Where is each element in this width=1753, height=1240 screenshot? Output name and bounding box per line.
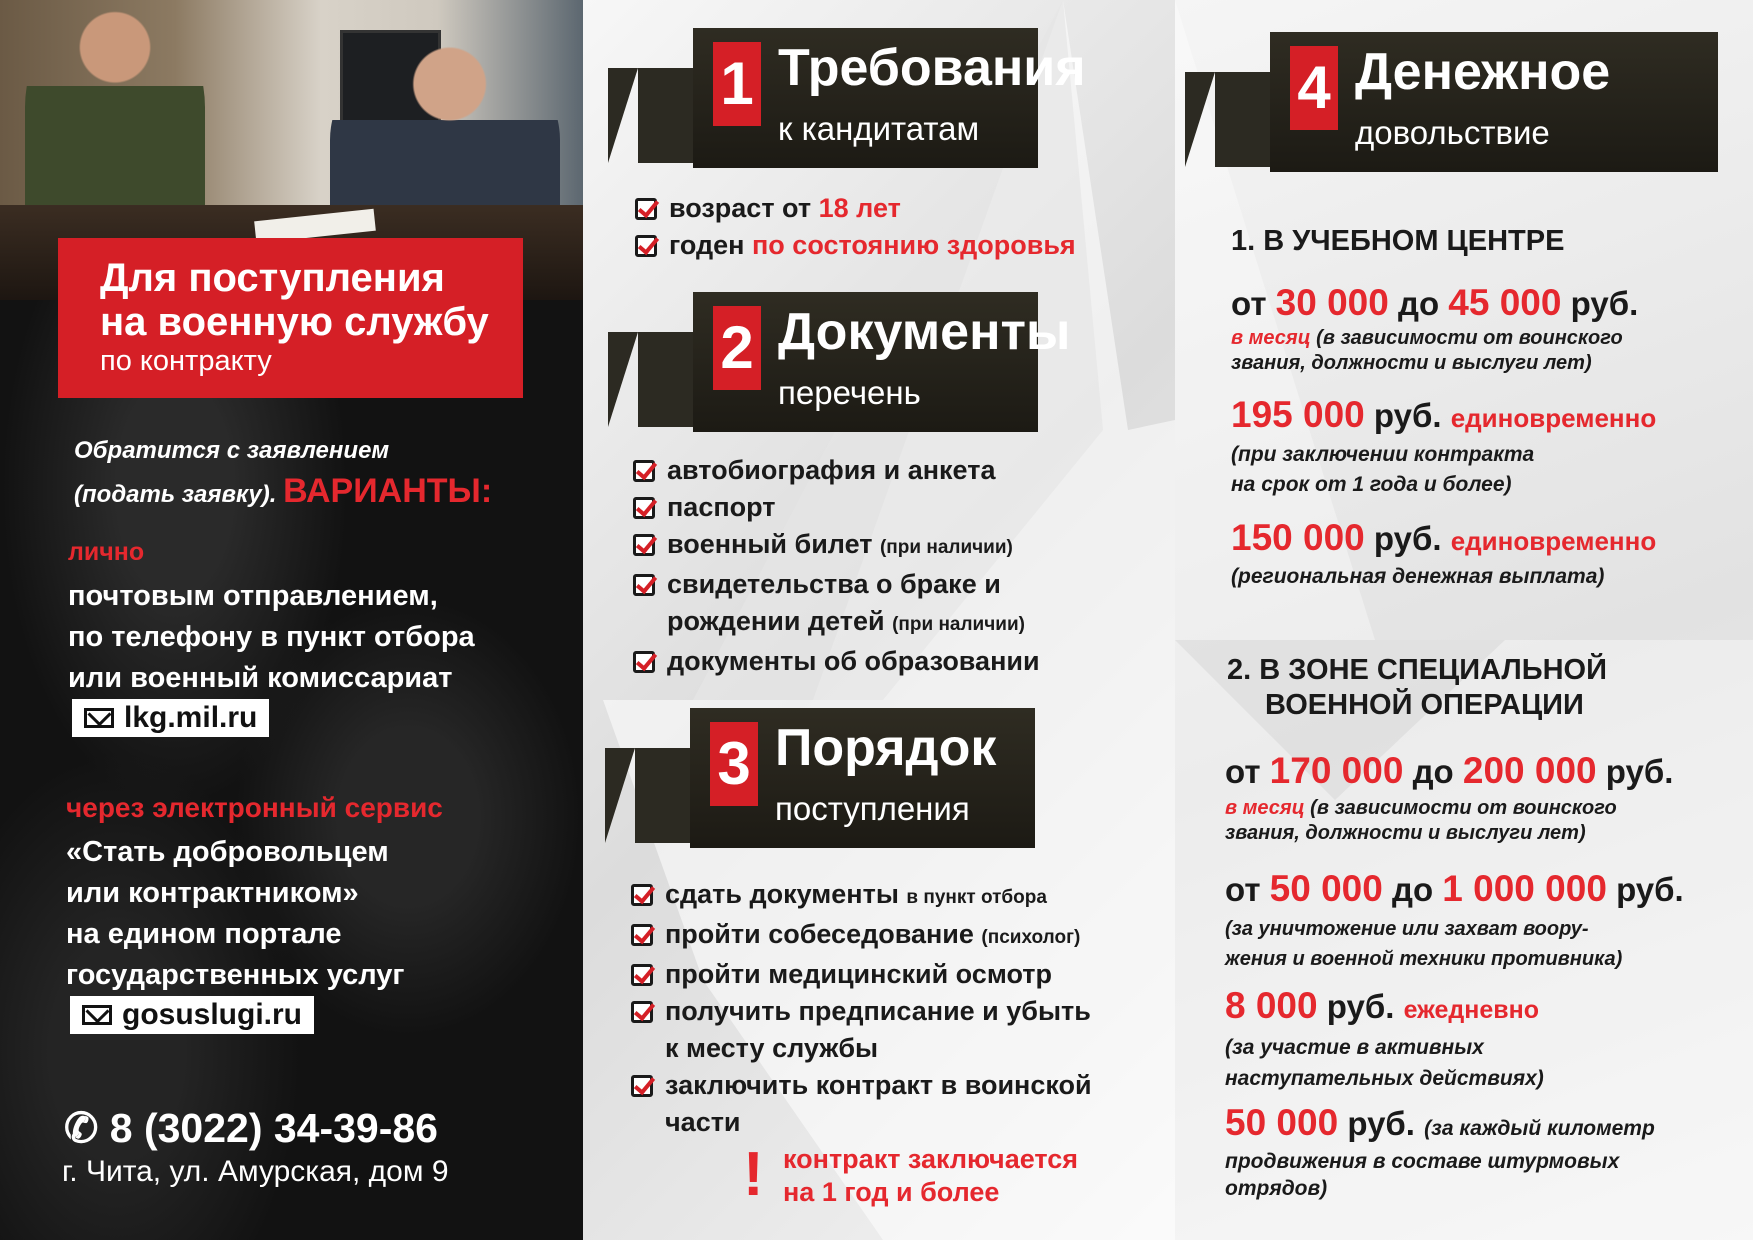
post-line: почтовым отправлением, (68, 580, 438, 612)
link-lkg[interactable] (72, 699, 269, 737)
right-panel (1175, 0, 1753, 1240)
pay-note-4: в месяц (в зависимости от воинского звания, должности и выслуги лет) (1225, 797, 1617, 844)
phone-line[interactable] (64, 1104, 438, 1152)
link-gosuslugi-text[interactable]: gosuslugi.ru (122, 998, 302, 1031)
section-subtitle: перечень (778, 374, 921, 411)
checkbox-icon (631, 1001, 653, 1023)
pay-daily: 8 000 руб. ежедневно (1225, 985, 1540, 1026)
link-gosuslugi[interactable] (70, 996, 314, 1034)
appeal-line2: (подать заявку). (74, 481, 277, 508)
section-title: Порядок (775, 719, 997, 777)
list-item: свидетельства о браке и рождении детей (при наличии) (633, 566, 1053, 643)
post-line: или военный комиссариат (68, 662, 453, 694)
phone-number[interactable]: 8 (3022) 34-39-86 (109, 1105, 438, 1151)
section-title: Денежное (1355, 43, 1611, 101)
ribbon-banner (58, 238, 523, 398)
list-item: паспорт (633, 489, 1053, 526)
ribbon-sub: по контракту (100, 345, 272, 377)
documents-list (633, 452, 1053, 680)
list-item: военный билет (при наличии) (633, 526, 1053, 566)
checkbox-icon (633, 497, 655, 519)
checkbox-icon (633, 534, 655, 556)
mail-icon (82, 1005, 112, 1025)
checkbox-icon (631, 1075, 653, 1097)
list-item: годен по состоянию здоровья (635, 227, 1165, 264)
requirements-list (635, 190, 1165, 264)
ribbon-line2: на военную службу (100, 300, 489, 344)
pay-note-1: в месяц (в зависимости от воинского звания, должности и выслуги лет) (1231, 327, 1623, 374)
list-item: автобиография и анкета (633, 452, 1053, 489)
service-block (66, 832, 404, 996)
pay-km: 50 000 руб. (за каждый километр (1225, 1102, 1655, 1143)
header-pay (1215, 32, 1718, 172)
list-item: документы об образовании (633, 643, 1053, 680)
pay-section-2: 2. В ЗОНЕ СПЕЦИАЛЬНОЙ ВОЕННОЙ ОПЕРАЦИИ (1227, 654, 1607, 721)
pay-range-1: от 30 000 до 45 000 руб. (1231, 282, 1639, 323)
list-item: пройти медицинский осмотр (631, 956, 1101, 993)
section-number: 2 (713, 306, 761, 390)
order-list (631, 876, 1101, 1141)
section-subtitle: к кандитатам (778, 110, 980, 147)
header-order (635, 708, 1035, 848)
appeal-line2-wrap (74, 472, 492, 511)
order-note: контракт заключается на 1 год и более (783, 1144, 1079, 1207)
pay-note-3: (региональная денежная выплата) (1231, 565, 1605, 588)
header-documents (638, 292, 1071, 432)
checkbox-icon (631, 924, 653, 946)
pay-section-1: 1. В УЧЕБНОМ ЦЕНТРЕ (1231, 225, 1565, 257)
section-number: 3 (710, 722, 758, 806)
ribbon-line1: Для поступления (100, 256, 445, 300)
left-panel (0, 0, 583, 1240)
list-item: получить предписание и убыть к месту службы (631, 993, 1101, 1067)
checkbox-icon (633, 460, 655, 482)
pay-lump-2: 150 000 руб. единовременно (1231, 517, 1657, 558)
pay-note-7: продвижения в составе штурмовых отрядов) (1225, 1150, 1620, 1200)
service-line: государственных услуг (66, 959, 405, 991)
link-lkg-text[interactable]: lkg.mil.ru (124, 701, 258, 734)
post-line: по телефону в пункт отбора (68, 621, 475, 653)
checkbox-icon (631, 964, 653, 986)
phone-icon: ✆ (64, 1105, 99, 1151)
post-block (68, 576, 475, 699)
soldier-figure (25, 0, 205, 215)
service-line: или контрактником» (66, 877, 359, 909)
pay-range-3: от 50 000 до 1 000 000 руб. (1225, 868, 1684, 909)
checkbox-icon (631, 884, 653, 906)
personally-label: лично (68, 538, 145, 566)
pay-lump-1: 195 000 руб. единовременно (1231, 394, 1657, 435)
list-item: возраст от 18 лет (635, 190, 1165, 227)
list-item: сдать документы в пункт отбора (631, 876, 1101, 916)
checkbox-icon (633, 574, 655, 596)
list-item: пройти собеседование (психолог) (631, 916, 1101, 956)
electronic-label: через электронный сервис (66, 792, 443, 823)
variants-label: ВАРИАНТЫ: (283, 472, 493, 510)
header-requirements (638, 28, 1086, 168)
service-line: «Стать добровольцем (66, 836, 389, 868)
section-number: 4 (1290, 46, 1338, 130)
service-line: на едином портале (66, 918, 342, 950)
section-subtitle: довольствие (1355, 114, 1550, 151)
address: г. Чита, ул. Амурская, дом 9 (62, 1155, 449, 1188)
section-title: Документы (778, 303, 1071, 361)
exclamation-icon: ! (743, 1140, 764, 1209)
checkbox-icon (635, 198, 657, 220)
section-number: 1 (713, 42, 761, 126)
mail-icon (84, 708, 114, 728)
section-subtitle: поступления (775, 790, 970, 827)
appeal-line1: Обратится с заявлением (74, 437, 390, 464)
pay-note-2: (при заключении контракта на срок от 1 года и более) (1231, 443, 1535, 496)
middle-panel (583, 0, 1175, 1240)
pay-range-2: от 170 000 до 200 000 руб. (1225, 750, 1674, 791)
checkbox-icon (633, 651, 655, 673)
section-title: Требования (778, 39, 1086, 97)
checkbox-icon (635, 235, 657, 257)
pay-note-6: (за участие в активных наступательных действиях) (1225, 1036, 1544, 1090)
pay-note-5: (за уничтожение или захват воору- жения и военной техники противника) (1225, 918, 1623, 970)
list-item: заключить контракт в воинской части (631, 1067, 1101, 1141)
